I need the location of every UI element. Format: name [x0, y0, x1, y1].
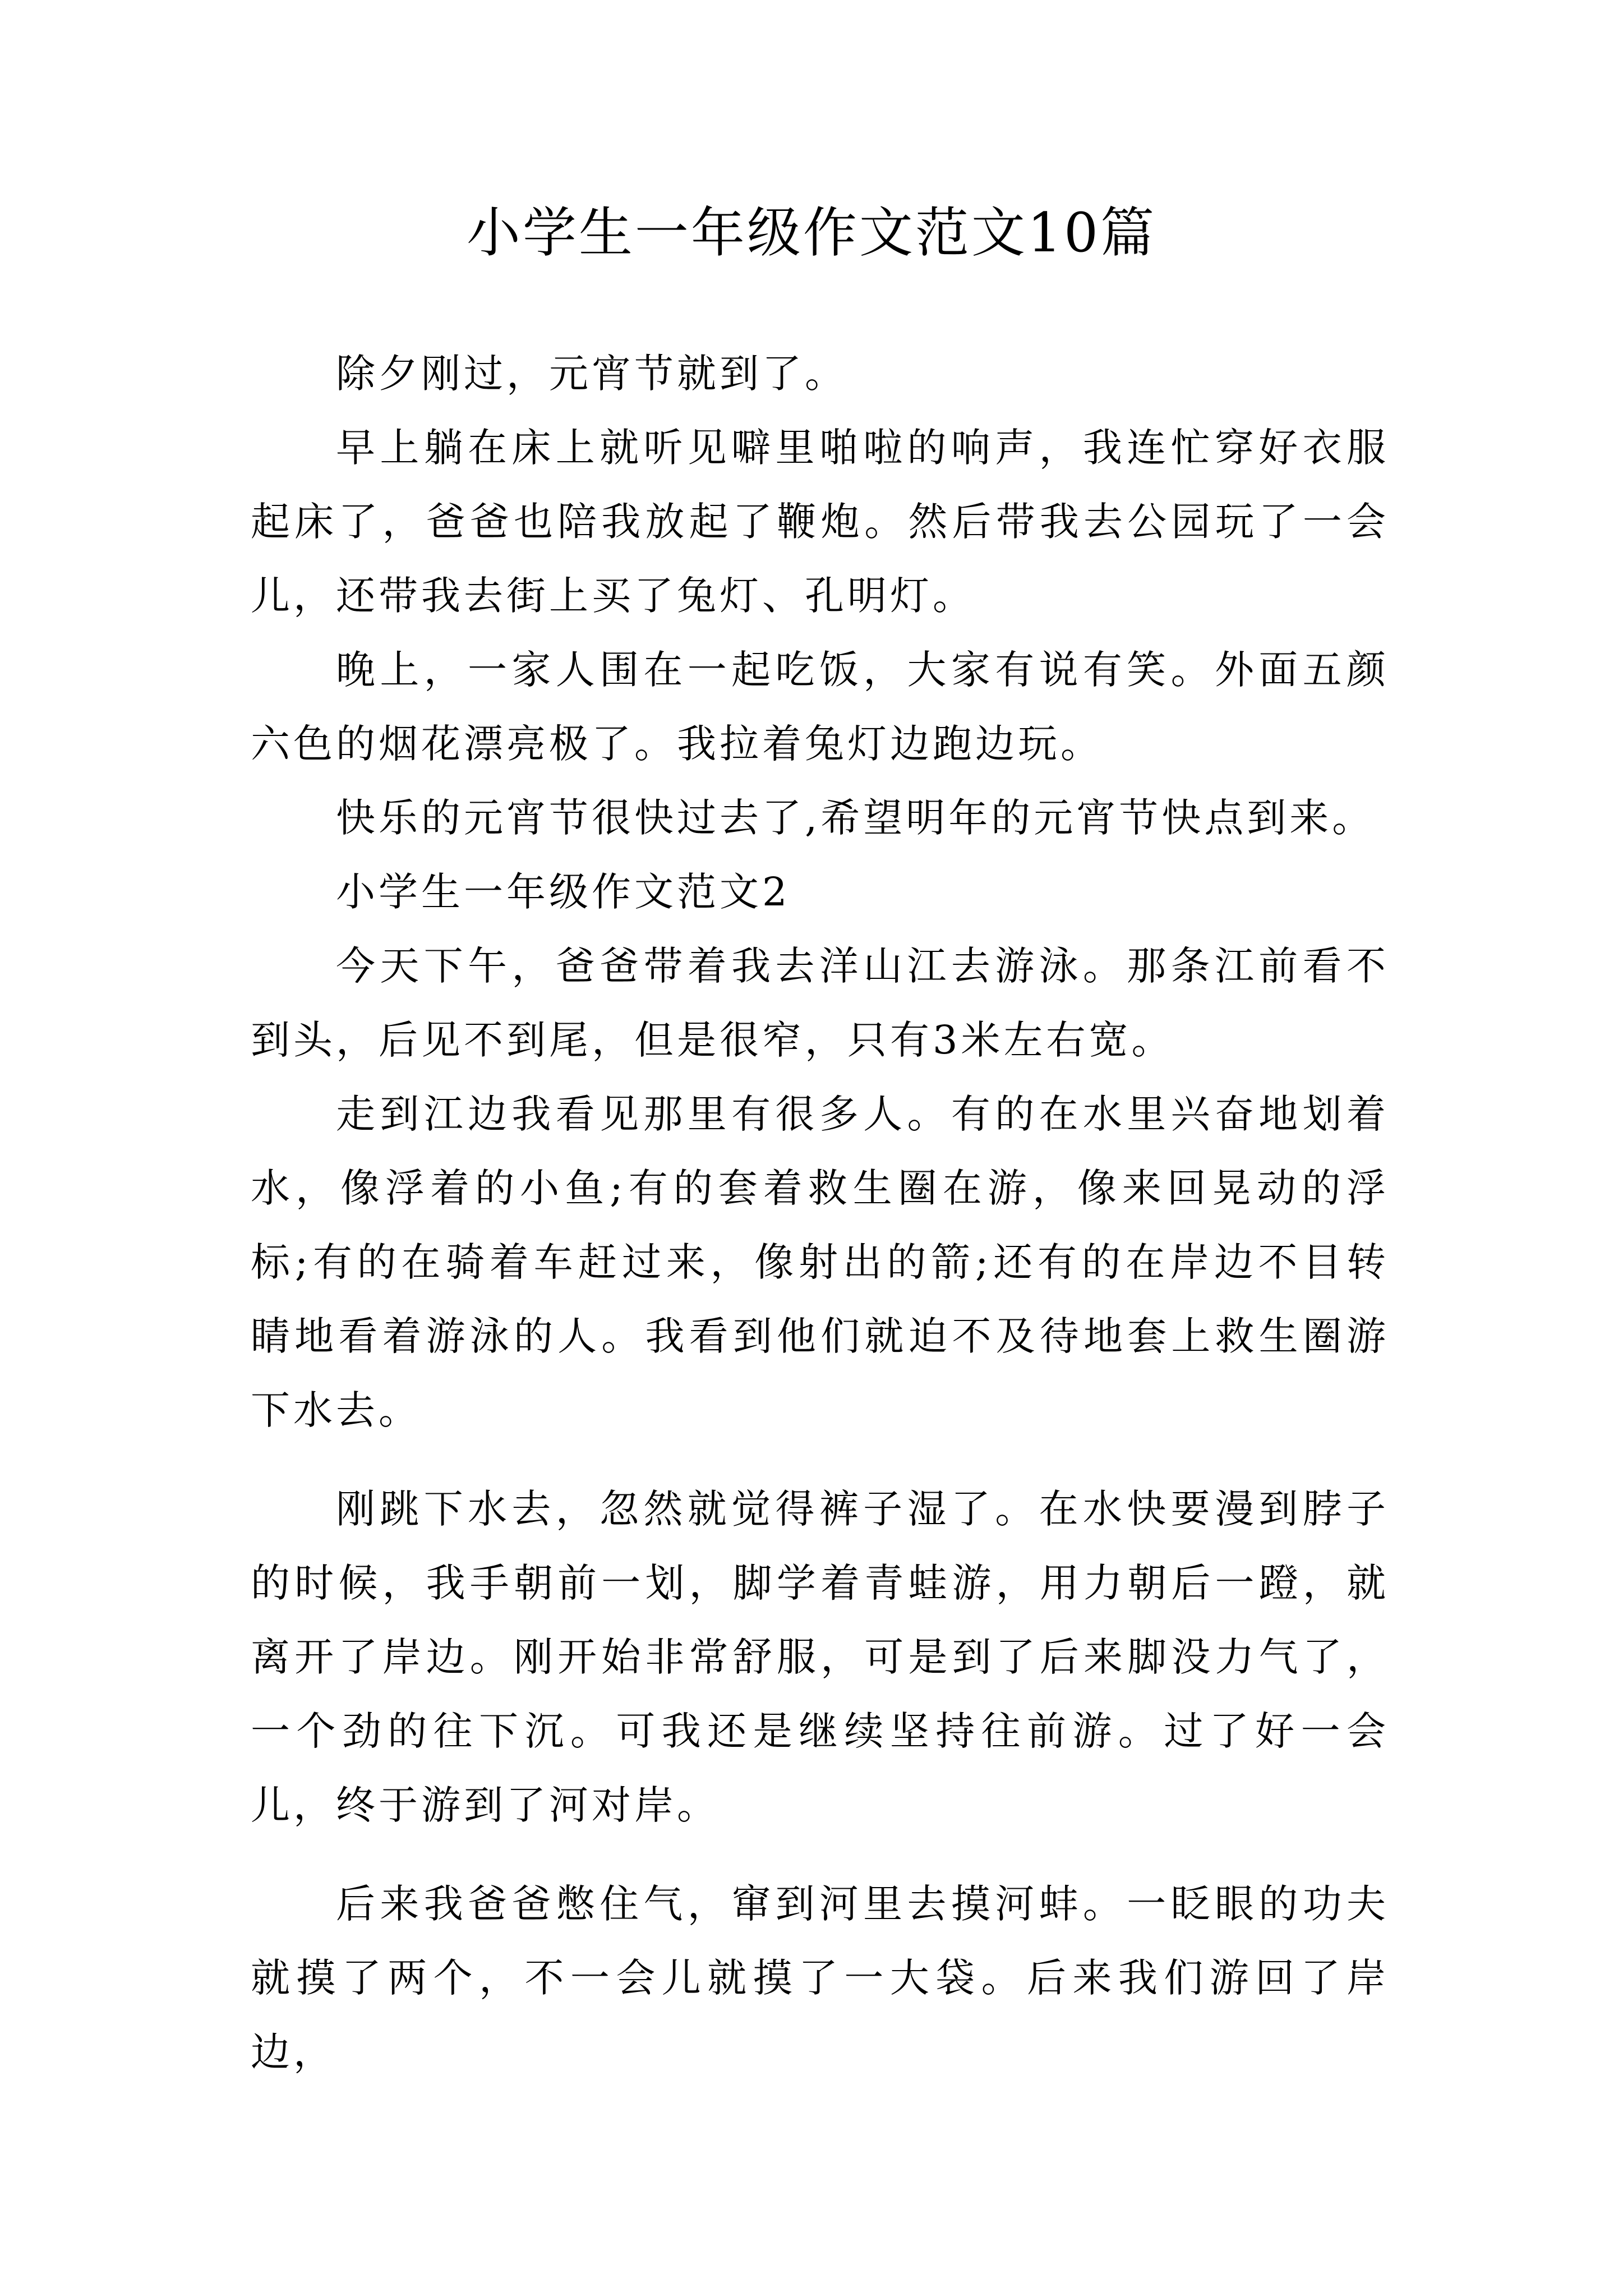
paragraph: 晚上，一家人围在一起吃饭，大家有说有笑。外面五颜六色的烟花漂亮极了。我拉着兔灯边跑边玩。: [251, 647, 1389, 767]
paragraph: 今天下午，爸爸带着我去洋山江去游泳。那条江前看不到头，后见不到尾，但是很窄，只有3米左右宽。: [251, 943, 1389, 1063]
paragraph: 除夕刚过，元宵节就到了。: [336, 351, 847, 397]
section-heading: 小学生一年级作文范文2: [336, 869, 791, 915]
paragraph: 走到江边我看见那里有很多人。有的在水里兴奋地划着水，像浮着的小鱼;有的套着救生圈在游，像来回晃动的浮标;有的在骑着车赶过来，像射出的箭;还有的在岸边不目转睛地看着游泳的人。我看到他们就迫不及待地套上救生圈游下水去。: [251, 1091, 1389, 1433]
document-title: 小学生一年级作文范文10篇: [466, 201, 1157, 264]
paragraph: 早上躺在床上就听见噼里啪啦的响声，我连忙穿好衣服起床了，爸爸也陪我放起了鞭炮。然后带我去公园玩了一会儿，还带我去街上买了兔灯、孔明灯。: [251, 425, 1389, 619]
paragraph: 后来我爸爸憋住气，窜到河里去摸河蚌。一眨眼的功夫就摸了两个，不一会儿就摸了一大袋。后来我们游回了岸边，: [251, 1881, 1389, 2075]
paragraph: 刚跳下水去，忽然就觉得裤子湿了。在水快要漫到脖子的时候，我手朝前一划，脚学着青蛙游，用力朝后一蹬，就离开了岸边。刚开始非常舒服，可是到了后来脚没力气了，一个劲的往下沉。可我还是继续坚持往前游。过了好一会儿，终于游到了河对岸。: [251, 1486, 1389, 1828]
paragraph: 快乐的元宵节很快过去了,希望明年的元宵节快点到来。: [336, 795, 1375, 841]
document-body: [251, 337, 1389, 2089]
